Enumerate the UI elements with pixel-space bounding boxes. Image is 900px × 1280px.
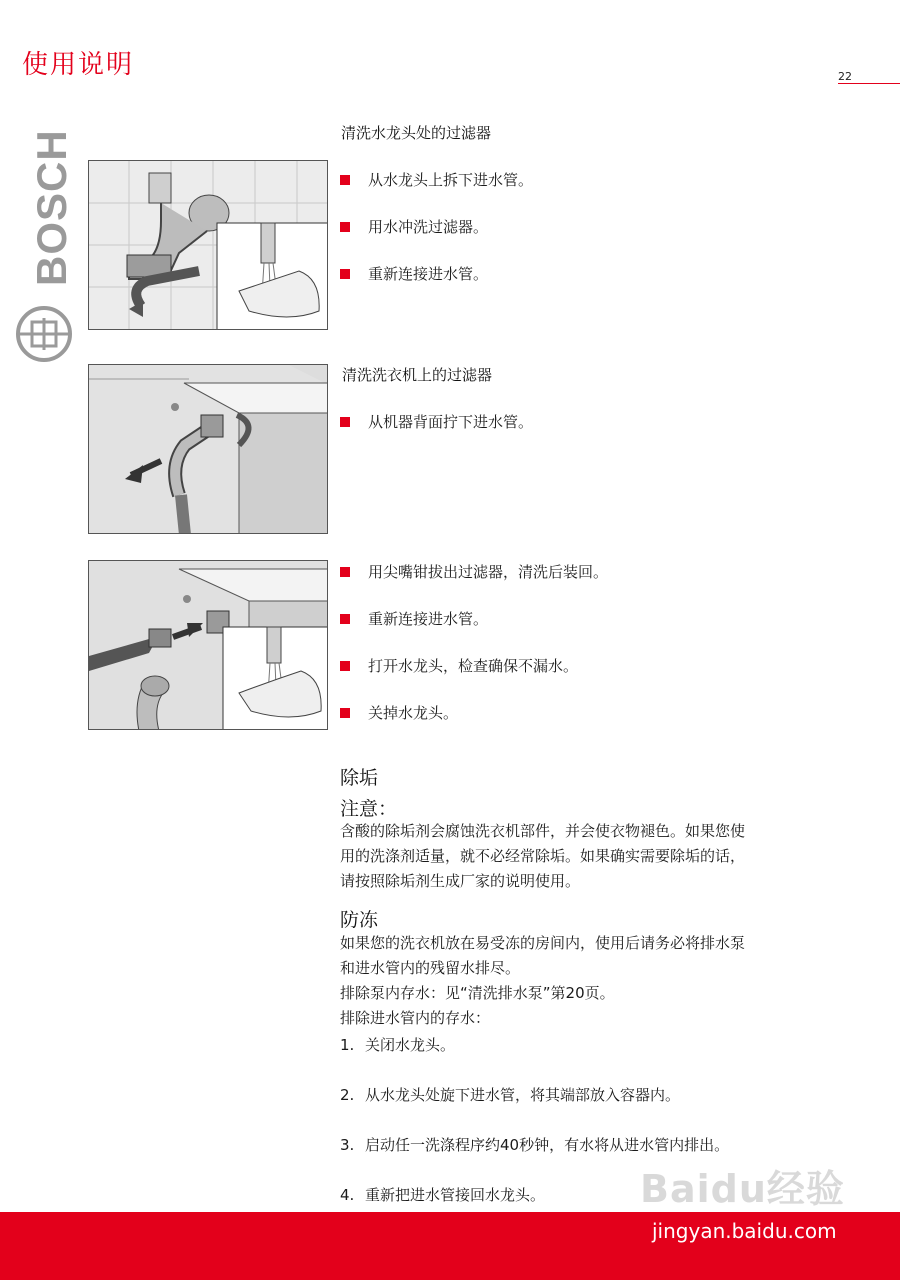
list-item: 1. 关闭水龙头。 xyxy=(340,1036,456,1054)
list-item: 4. 重新把进水管接回水龙头。 xyxy=(340,1186,546,1204)
descaling-heading: 除垢 xyxy=(340,767,379,789)
machine-filter-steps xyxy=(340,412,533,459)
page-title: 使用说明 xyxy=(22,50,135,80)
bullet-square-icon xyxy=(340,269,350,279)
bullet-square-icon xyxy=(340,222,350,232)
list-item: 打开水龙头，检查确保不漏水。 xyxy=(340,656,608,703)
list-item: 重新连接进水管。 xyxy=(340,609,608,656)
descaling-paragraph: 含酸的除垢剂会腐蚀洗衣机部件，并会使衣物褪色。如果您使 用的洗涤剂适量，就不必经常除垢。如果确实需要除垢的话， 请按照除垢剂生成厂家的说明使用。 xyxy=(340,822,746,890)
bullet-square-icon xyxy=(340,567,350,577)
list-item: 3. 启动任一洗涤程序约40秒钟，有水将从进水管内排出。 xyxy=(340,1136,730,1154)
baidu-watermark-logo: Baidu经验 xyxy=(640,1167,845,1211)
frost-paragraph: 如果您的洗衣机放在易受冻的房间内，使用后请务必将排水泵 和进水管内的残留水排尽。 排除泵内存水：见“清洗排水泵”第20页。 排除进水管内的存水： xyxy=(340,934,746,1027)
tap-filter-illustration xyxy=(88,160,328,330)
page-number: 22 xyxy=(838,70,852,83)
list-item: 从机器背面拧下进水管。 xyxy=(340,412,533,459)
tap-filter-steps xyxy=(340,170,533,311)
baidu-watermark-url: jingyan.baidu.com xyxy=(652,1219,837,1243)
bullet-square-icon xyxy=(340,708,350,718)
frost-heading: 防冻 xyxy=(340,909,379,931)
header-rule xyxy=(838,83,900,84)
bosch-logo xyxy=(8,118,82,368)
list-item: 从水龙头上拆下进水管。 xyxy=(340,170,533,217)
note-heading: 注意： xyxy=(340,798,398,820)
list-item: 用尖嘴钳拔出过滤器，清洗后装回。 xyxy=(340,562,608,609)
bullet-square-icon xyxy=(340,417,350,427)
list-item: 关掉水龙头。 xyxy=(340,703,608,750)
bullet-square-icon xyxy=(340,614,350,624)
pliers-filter-illustration xyxy=(88,560,328,730)
list-item: 用水冲洗过滤器。 xyxy=(340,217,533,264)
bosch-wordmark: BOSCH xyxy=(28,129,75,286)
bullet-square-icon xyxy=(340,661,350,671)
list-item: 重新连接进水管。 xyxy=(340,264,533,311)
machine-hose-illustration xyxy=(88,364,328,534)
machine-filter-heading: 清洗洗衣机上的过滤器 xyxy=(342,366,493,384)
machine-filter-steps-continued xyxy=(340,562,608,750)
tap-filter-heading: 清洗水龙头处的过滤器 xyxy=(341,124,492,142)
bullet-square-icon xyxy=(340,175,350,185)
list-item: 2. 从水龙头处旋下进水管，将其端部放入容器内。 xyxy=(340,1086,681,1104)
